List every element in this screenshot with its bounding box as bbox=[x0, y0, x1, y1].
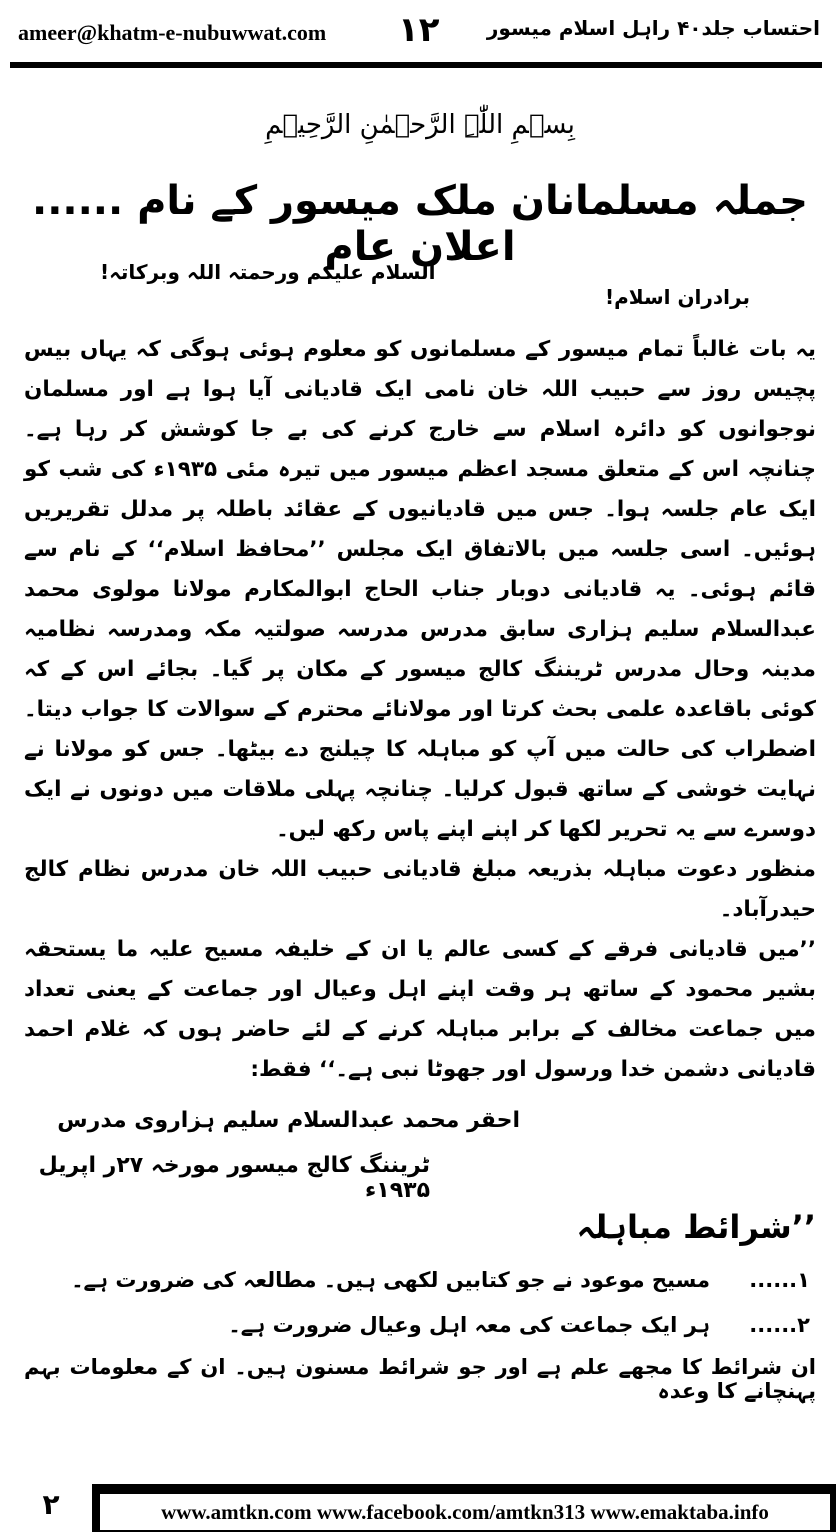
paragraph: منظور دعوت مباہلہ بذریعہ مبلغ قادیانی حبیب اللہ خان مدرس نظام کالج حیدرآباد۔ bbox=[24, 857, 816, 922]
signature-line-1: احقر محمد عبدالسلام سلیم ہزاروی مدرس bbox=[57, 1108, 520, 1133]
condition-item bbox=[10, 1313, 810, 1337]
bismillah: بِسۡمِ اللّٰہِ الرَّحۡمٰنِ الرَّحِیۡمِ bbox=[265, 110, 575, 140]
conditions-tail: ان شرائط کا مجھے علم ہے اور جو شرائط مسنون ہیں۔ ان کے معلومات بہم پہنچانے کا وعدہ bbox=[24, 1355, 816, 1403]
paragraph: یہ بات غالباً تمام میسور کے مسلمانوں کو معلوم ہوئی ہوگی کہ یہاں بیس پچیس روز سے حبیب اللہ خان نامی ایک قادیانی آیا ہوا ہے اور مسلمان نوجوانوں کو دائرہ اسلام سے خارج کرنے کی بے جا کوشش کر رہا ہے۔ چنانچہ اس کے متعلق مسجد اعظم میسور میں تیرہ مئی ۱۹۳۵ء کی شب کو ایک عام جلسہ ہوا۔ جس میں قادیانیوں کے عقائد باطلہ پر مدلل تقریریں ہوئیں۔ اسی جلسہ میں بالاتفاق ایک مجلس ’’محافظ اسلام‘‘ کے نام سے قائم ہوئی۔ یہ قادیانی دوبار جناب الحاج ابوالمکارم مولانا مولوی محمد عبدالسلام سلیم ہزاری سابق مدرس مدرسہ صولتیہ مکہ ومدرسہ نظامیہ مدینہ وحال مدرس ٹریننگ کالج میسور کے مکان پر گیا۔ بجائے اس کے کہ کوئی باقاعدہ علمی بحث کرتا اور مولانائے محترم کے سوالات کا جواب دیتا۔ اضطراب کی حالت میں آپ کو مباہلہ کا چیلنج دے بیٹھا۔ جس کو مولانا نے نہایت خوشی کے ساتھ قبول کرلیا۔ چنانچہ پہلی ملاقات میں دونوں نے ایک دوسرے سے یہ تحریر لکھا کر اپنے اپنے پاس رکھ لیں۔ bbox=[24, 337, 816, 842]
page-title: جملہ مسلمانان ملک میسور کے نام ...... اعلان عام bbox=[32, 178, 808, 270]
footer-links[interactable]: www.amtkn.com www.facebook.com/amtkn313 www.emaktaba.info bbox=[100, 1494, 830, 1530]
condition-text: مسیح موعود نے جو کتابیں لکھی ہیں۔ مطالعہ کی ضرورت ہے۔ bbox=[71, 1268, 710, 1292]
condition-number: ۱...... bbox=[749, 1268, 810, 1292]
signature-line-2: ٹریننگ کالج میسور مورخہ ۲۷ر اپریل ۱۹۳۵ء bbox=[38, 1153, 430, 1203]
header-page-number: ۱۲ bbox=[398, 10, 440, 50]
conditions-heading: ’’شرائط مباہلہ bbox=[576, 1208, 816, 1246]
page-header bbox=[0, 0, 840, 62]
condition-item bbox=[10, 1268, 810, 1292]
condition-number: ۲...... bbox=[749, 1313, 810, 1337]
paragraph: ’’میں قادیانی فرقے کے کسی عالم یا ان کے خلیفہ مسیح علیہ ما یستحقہ بشیر محمود کے ساتھ ہر وقت اپنے اہل وعیال اور جماعت کے یعنی تعداد میں جماعت مخالف کے برابر مباہلہ کرنے کے لئے حاضر ہوں کہ غلام احمد قادیانی دشمن خدا ورسول اور جھوٹا نبی ہے۔‘‘ فقط: bbox=[24, 937, 816, 1082]
header-email: ameer@khatm-e-nubuwwat.com bbox=[18, 20, 327, 45]
greeting-salam: السلام علیکم ورحمتہ اللہ وبرکاتہ! bbox=[100, 260, 436, 284]
greeting-address: برادران اسلام! bbox=[605, 285, 750, 309]
condition-text: ہر ایک جماعت کی معہ اہل وعیال ضرورت ہے۔ bbox=[228, 1313, 710, 1337]
footer-page-number: ۲ bbox=[42, 1487, 60, 1521]
header-divider bbox=[10, 62, 822, 68]
header-running-title: احتساب جلد۴۰ راہل اسلام میسور bbox=[486, 16, 820, 40]
article-body bbox=[24, 330, 816, 1090]
